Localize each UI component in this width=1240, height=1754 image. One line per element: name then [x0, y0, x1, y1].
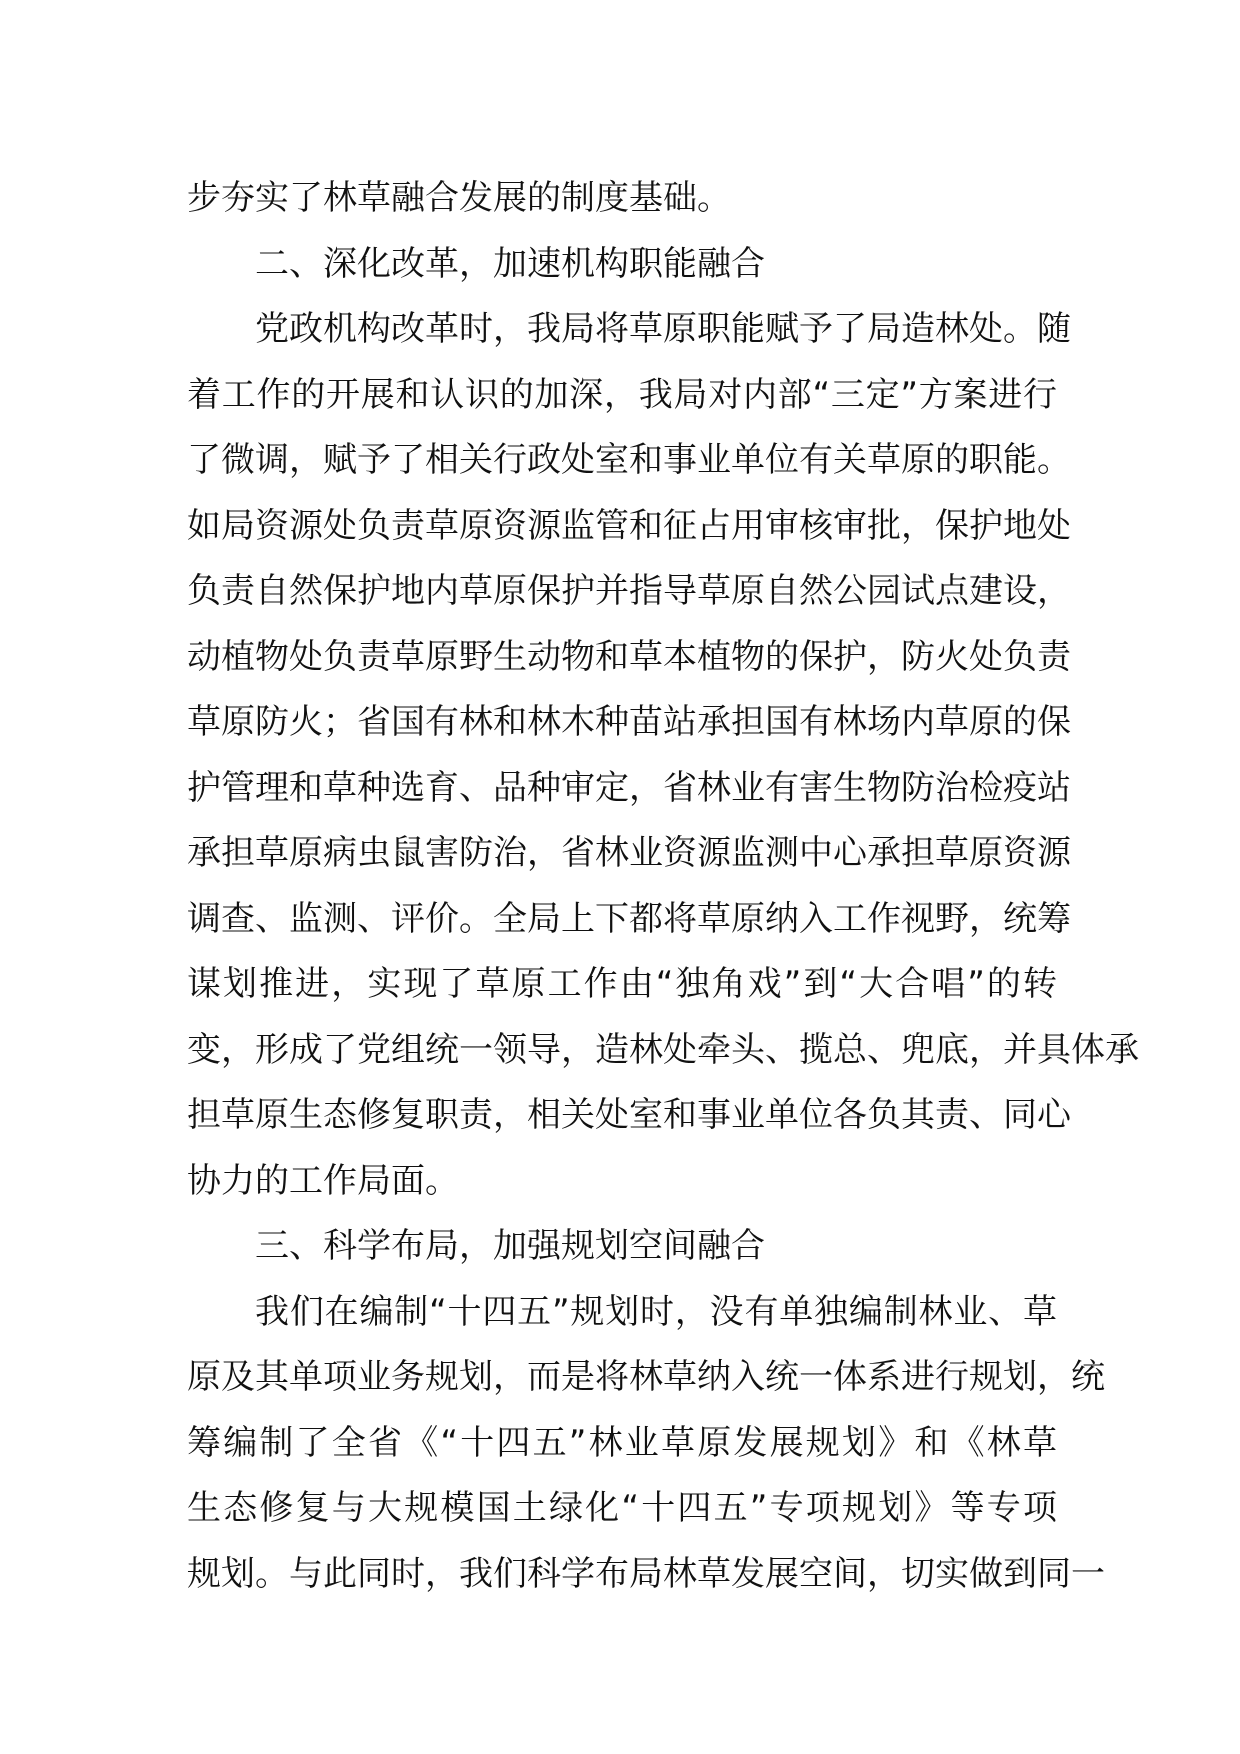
- text-line: 筹编制了全省《“十四五”林业草原发展规划》和《林草: [187, 1422, 1057, 1463]
- text-line: 草原防火；省国有林和林木种苗站承担国有林场内草原的保: [187, 702, 1071, 742]
- text-line: 协力的工作局面。: [187, 1160, 459, 1201]
- text-line: 如局资源处负责草原资源监管和征占用审核审批，保护地处: [187, 505, 1071, 546]
- text-line: 担草原生态修复职责，相关处室和事业单位各负其责、同心: [187, 1095, 1071, 1135]
- text-line: 生态修复与大规模国土绿化“十四五”专项规划》等专项: [187, 1488, 1057, 1528]
- section-heading: 二、深化改革，加速机构职能融合: [255, 243, 765, 284]
- text-line: 承担草原病虫鼠害防治，省林业资源监测中心承担草原资源: [187, 833, 1071, 873]
- text-line: 负责自然保护地内草原保护并指导草原自然公园试点建设，: [187, 571, 1071, 611]
- text-line: 规划。与此同时，我们科学布局林草发展空间，切实做到同一: [187, 1553, 1105, 1594]
- text-line: 变，形成了党组统一领导，造林处牵头、揽总、兜底，并具体承: [187, 1029, 1139, 1070]
- text-line: 了微调，赋予了相关行政处室和事业单位有关草原的职能。: [187, 440, 1071, 480]
- section-heading: 三、科学布局，加强规划空间融合: [255, 1226, 765, 1266]
- text-line: 我们在编制“十四五”规划时，没有单独编制林业、草: [255, 1291, 1057, 1332]
- text-line: 谋划推进，实现了草原工作由“独角戏”到“大合唱”的转: [187, 964, 1057, 1004]
- text-line: 着工作的开展和认识的加深，我局对内部“三定”方案进行: [187, 374, 1057, 415]
- text-line: 党政机构改革时，我局将草原职能赋予了局造林处。随: [255, 309, 1071, 349]
- text-line: 调查、监测、评价。全局上下都将草原纳入工作视野，统筹: [187, 898, 1071, 939]
- text-line: 动植物处负责草原野生动物和草本植物的保护，防火处负责: [187, 636, 1071, 677]
- text-line: 原及其单项业务规划，而是将林草纳入统一体系进行规划，统: [187, 1357, 1105, 1397]
- text-line: 护管理和草种选育、品种审定，省林业有害生物防治检疫站: [187, 767, 1071, 808]
- body-text: [187, 166, 1139, 1607]
- text-line: 步夯实了林草融合发展的制度基础。: [187, 178, 731, 218]
